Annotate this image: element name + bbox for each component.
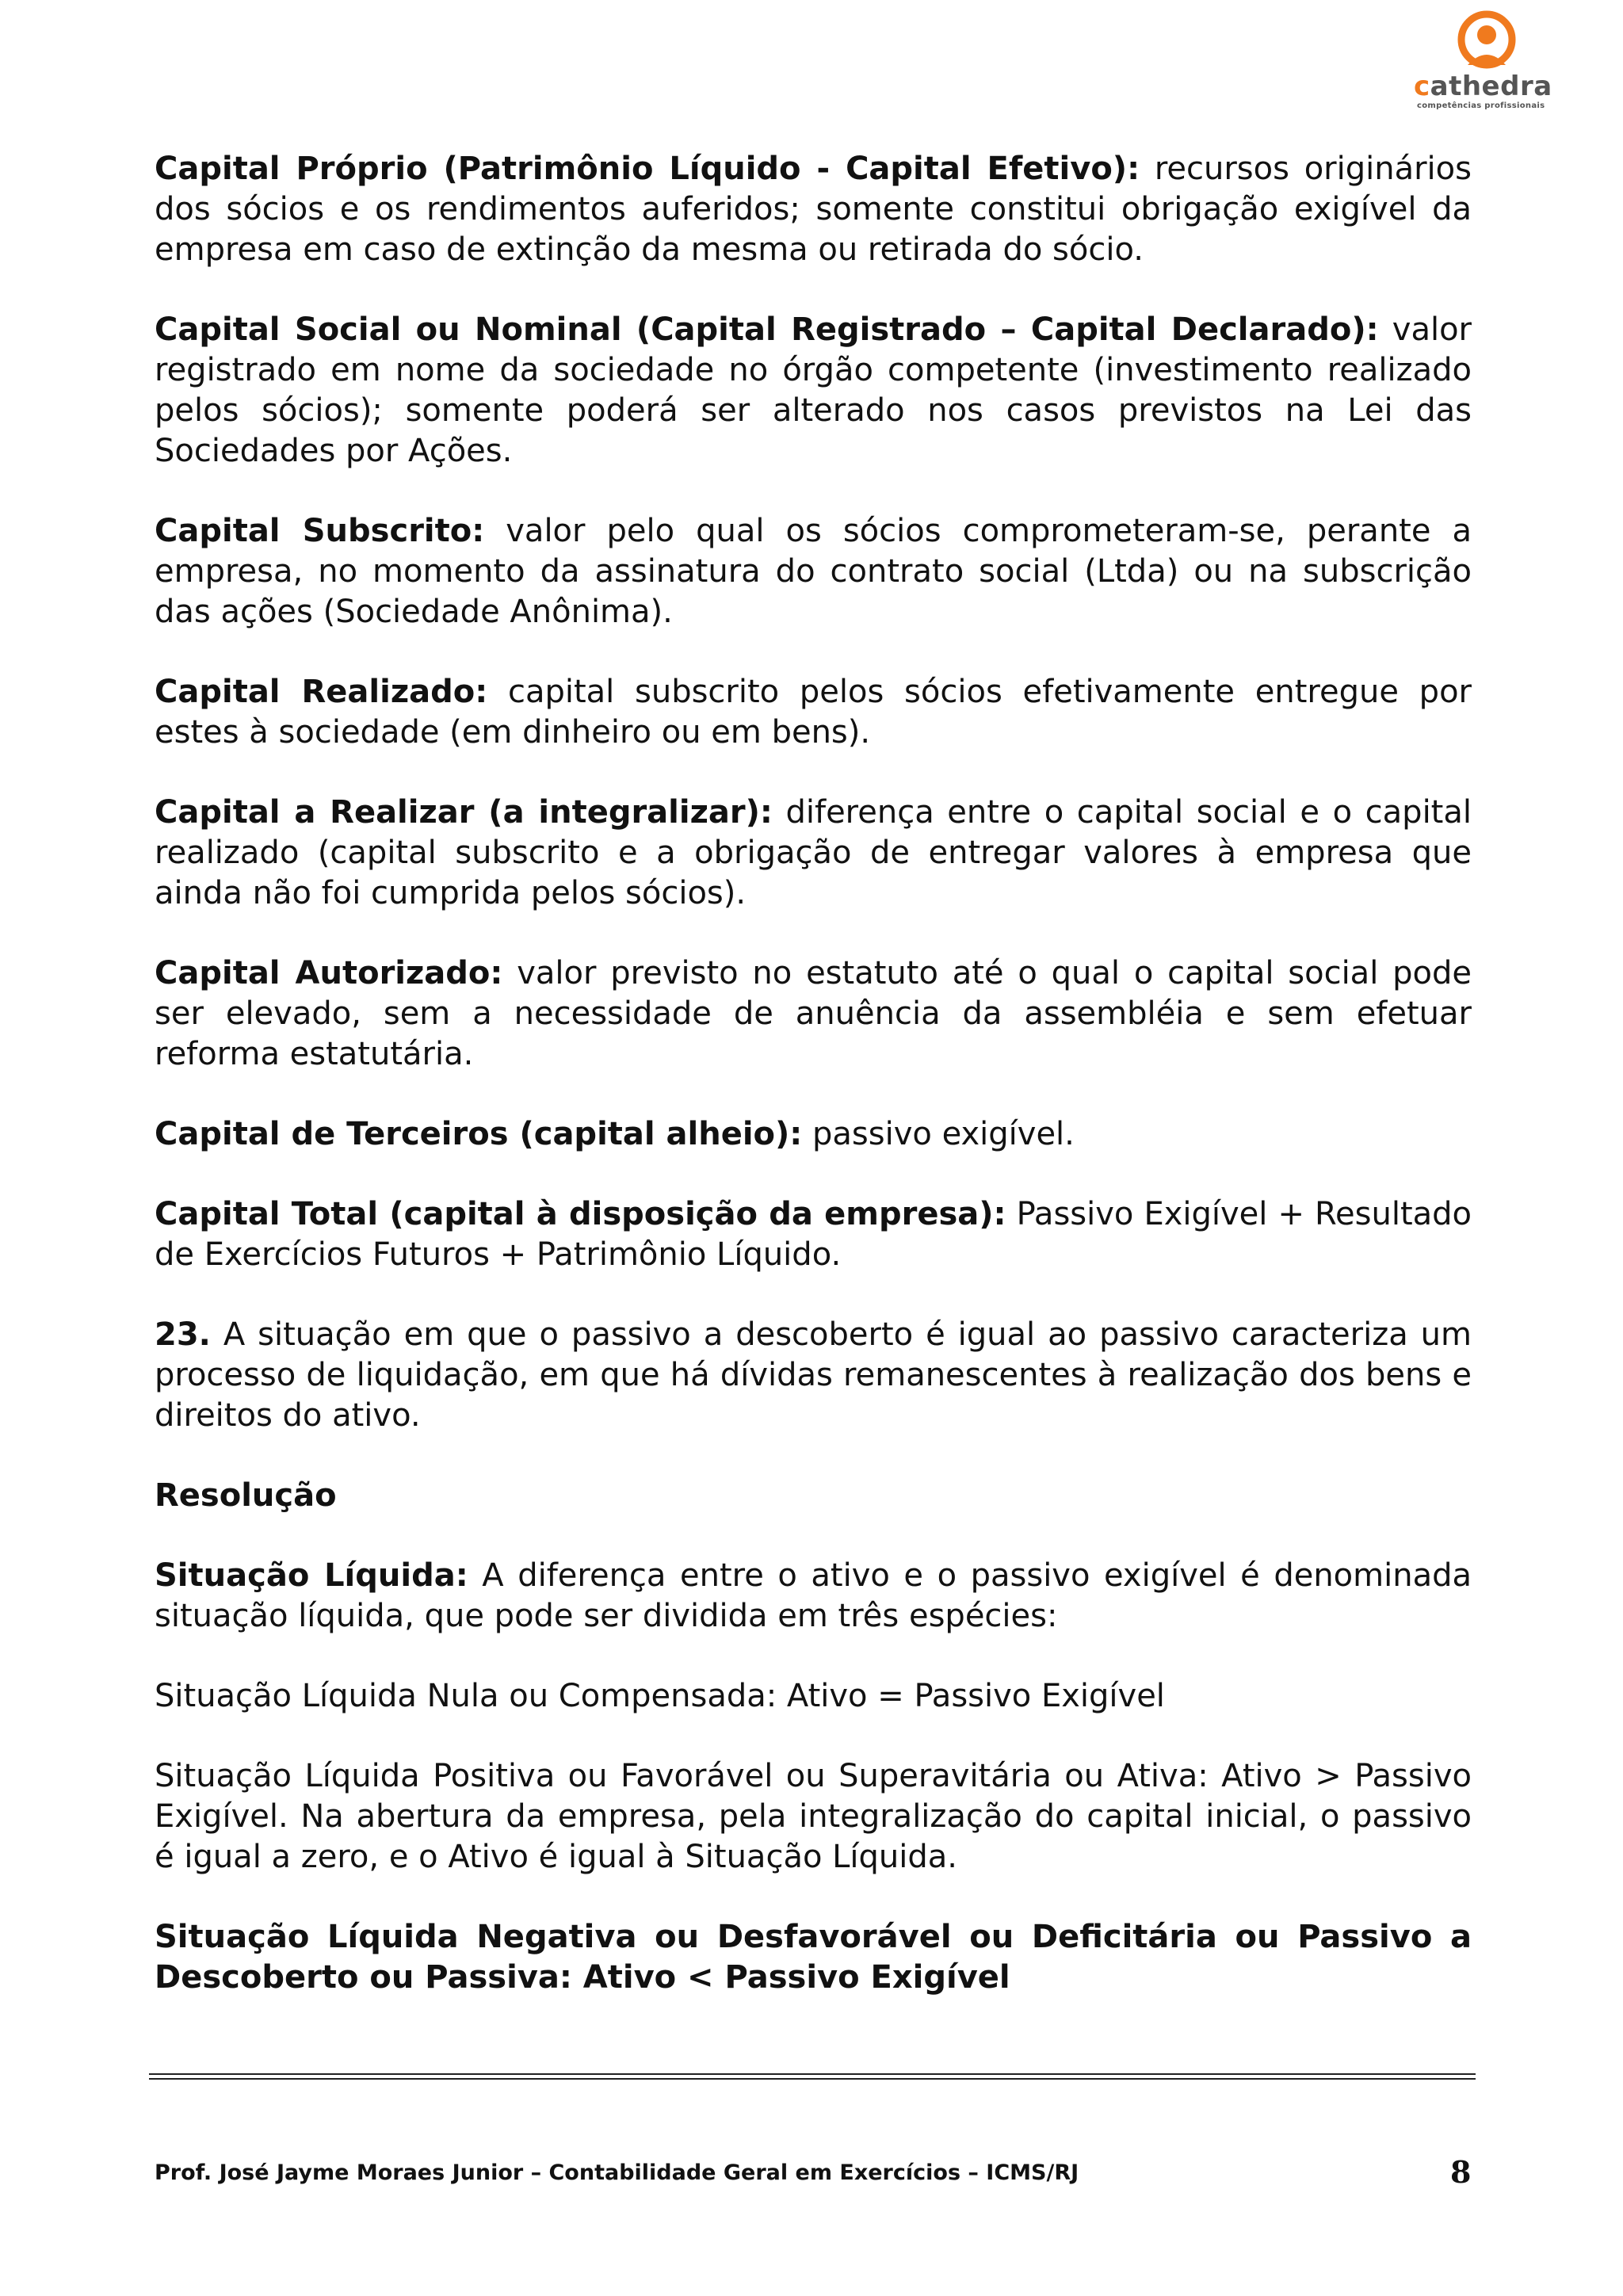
paragraph-capital-social xyxy=(155,310,1472,472)
cathedra-logo xyxy=(1411,10,1569,109)
footer-credit: Prof. José Jayme Moraes Junior – Contabilidade Geral em Exercícios – ICMS/RJ xyxy=(155,2160,1079,2185)
term: Capital Social ou Nominal (Capital Registrado – Capital Declarado): xyxy=(155,311,1379,348)
footer-divider-bottom xyxy=(149,2078,1476,2080)
logo-wordmark-rest: athedra xyxy=(1430,71,1552,102)
term: Capital a Realizar (a integralizar): xyxy=(155,794,773,831)
paragraph-question-23 xyxy=(155,1315,1472,1436)
term: Capital Autorizado: xyxy=(155,955,503,991)
definition: Situação Líquida Positiva ou Favorável ou Superavitária ou Ativa: Ativo > Passivo Exigível. Na abertura da empresa, pela integralização do capital inicial, o passivo é igual a zero, e o Ativo é igual à Situação Líquida. xyxy=(155,1758,1472,1875)
person-circle-icon xyxy=(1449,10,1525,76)
definition: valor pelo qual os sócios comprometeram-se, perante a empresa, no momento da assinatura do contrato social (Ltda) ou na subscrição das ações (Sociedade Anônima). xyxy=(155,513,1472,630)
definition: diferença entre o capital social e o capital realizado (capital subscrito e a obrigação de entregar valores à empresa que ainda não foi cumprida pelos sócios). xyxy=(155,794,1472,911)
definition: passivo exigível. xyxy=(802,1116,1075,1152)
paragraph-capital-a-realizar xyxy=(155,793,1472,914)
logo-tagline: competências profissionais xyxy=(1417,101,1545,110)
paragraph-situacao-negativa xyxy=(155,1917,1472,1998)
definition: Situação Líquida Nula ou Compensada: Ativo = Passivo Exigível xyxy=(155,1678,1165,1714)
paragraph-capital-de-terceiros xyxy=(155,1114,1472,1155)
definition: valor previsto no estatuto até o qual o capital social pode ser elevado, sem a necessidade de anuência da assembléia e sem efetuar reforma estatutária. xyxy=(155,955,1472,1072)
definition: capital subscrito pelos sócios efetivamente entregue por estes à sociedade (em dinheiro ou em bens). xyxy=(155,674,1472,751)
definition: valor registrado em nome da sociedade no órgão competente (investimento realizado pelos sócios); somente poderá ser alterado nos casos previstos na Lei das Sociedades por Ações. xyxy=(155,311,1472,469)
section-heading: Resolução xyxy=(155,1477,337,1514)
paragraph-capital-proprio xyxy=(155,149,1472,270)
document-body xyxy=(155,149,1472,2038)
term: Situação Líquida: xyxy=(155,1557,468,1594)
paragraph-situacao-positiva xyxy=(155,1756,1472,1878)
paragraph-situacao-liquida xyxy=(155,1556,1472,1637)
footer-divider-top xyxy=(149,2073,1476,2075)
paragraph-resolucao-heading xyxy=(155,1476,1472,1516)
term: Capital Total (capital à disposição da empresa): xyxy=(155,1196,1006,1232)
paragraph-capital-subscrito xyxy=(155,511,1472,632)
paragraph-capital-total xyxy=(155,1194,1472,1275)
term: Capital Próprio (Patrimônio Líquido - Capital Efetivo): xyxy=(155,151,1140,187)
logo-wordmark xyxy=(1414,73,1552,100)
term: Situação Líquida Negativa ou Desfavorável ou Deficitária ou Passivo a Descoberto ou Passiva: Ativo < Passivo Exigível xyxy=(155,1919,1472,1996)
paragraph-capital-realizado xyxy=(155,672,1472,753)
definition: Passivo Exigível + Resultado de Exercícios Futuros + Patrimônio Líquido. xyxy=(155,1196,1472,1273)
definition: recursos originários dos sócios e os rendimentos auferidos; somente constitui obrigação exigível da empresa em caso de extinção da mesma ou retirada do sócio. xyxy=(155,151,1472,268)
question-text: A situação em que o passivo a descoberto é igual ao passivo caracteriza um processo de liquidação, em que há dívidas remanescentes à realização dos bens e direitos do ativo. xyxy=(155,1316,1472,1434)
definition: A diferença entre o ativo e o passivo exigível é denominada situação líquida, que pode ser dividida em três espécies: xyxy=(155,1557,1472,1634)
paragraph-situacao-nula xyxy=(155,1676,1472,1717)
term: Capital Realizado: xyxy=(155,674,488,710)
term: Capital de Terceiros (capital alheio): xyxy=(155,1116,803,1152)
question-number: 23. xyxy=(155,1316,211,1353)
page-number: 8 xyxy=(1450,2154,1472,2190)
logo-wordmark-first-letter: c xyxy=(1414,71,1430,102)
paragraph-capital-autorizado xyxy=(155,953,1472,1075)
term: Capital Subscrito: xyxy=(155,513,485,549)
